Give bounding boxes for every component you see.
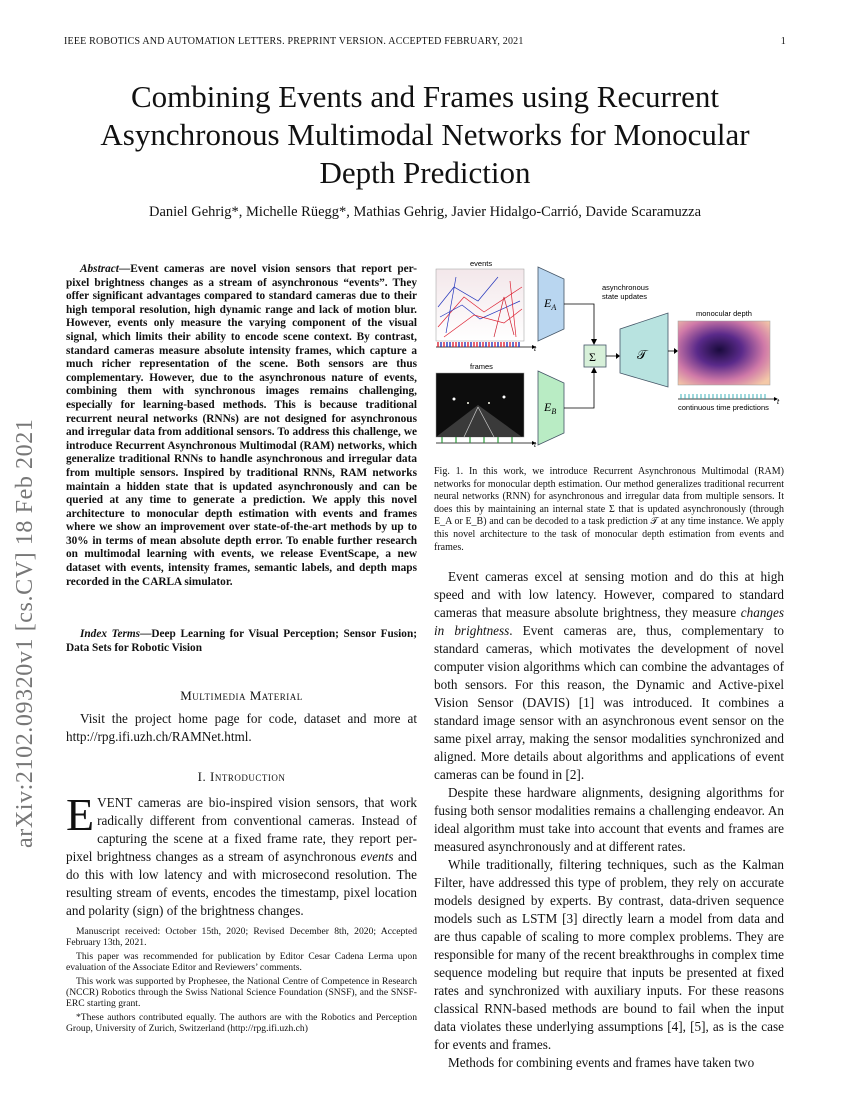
continuous-label: continuous time predictions: [678, 403, 769, 412]
footnote: This work was supported by Prophesee, the National Centre of Competence in Research (NCCR) Robotics through the Swiss National Science Foundation (SNSF), and the SNSF-ERC starting grant.: [66, 975, 417, 1010]
multimedia-text: Visit the project home page for code, dataset and more at http://rpg.ifi.uzh.ch/RAMNet.html.: [66, 711, 417, 744]
page-number: 1: [780, 36, 786, 47]
body-paragraph: Methods for combining events and frames have taken two: [448, 1055, 755, 1070]
depth-image: [678, 321, 770, 385]
depth-timeline: [678, 394, 780, 412]
body-paragraph: Event cameras excel at sensing motion and do this at high speed and with low latency. However, compared to standard cameras that measure absolute brightness, they measure changes in brightness. Event cameras are, thus, complementary to standard cameras, which motivates the development of novel computer vision algorithms which can combine the advantages of both sensors. For this reason, the Dynamic and Active-pixel Vision Sensor (DAVIS) [1] was introduced. It combines a standard image sensor with an asynchronous event sensor on the same pixel array, making the sensor modalities synchronized and aligned. More details about algorithms and applications of event cameras can be found in [2].: [434, 569, 784, 782]
right-column-text: [434, 568, 784, 1072]
intro-text-1: VENT cameras are bio-inspired vision sensors, that work radically different from conventional cameras. Instead of capturing the scene at a fixed frame rate, they report per-pixel brightness changes as a stream of asynchronous: [66, 795, 417, 864]
frame-timeline: [436, 437, 537, 449]
tau-label: 𝒯: [637, 347, 647, 362]
sigma-label: Σ: [589, 350, 596, 364]
paper-title: Combining Events and Frames using Recurrent Asynchronous Multimodal Networks for Monocular Depth Prediction: [100, 79, 750, 190]
async-label-2: state updates: [602, 292, 648, 301]
arxiv-watermark: arXiv:2102.09320v1 [cs.CV] 18 Feb 2021: [12, 418, 38, 848]
t-axis-depth: t: [777, 397, 780, 406]
encoder-a-label: $E_A$: [544, 296, 557, 312]
author-list: Daniel Gehrig*, Michelle Rüegg*, Mathias Gehrig, Javier Hidalgo-Carrió, Davide Scaramuzza: [148, 204, 702, 220]
index-terms: [66, 628, 417, 655]
abstract-label: Abstract: [80, 263, 119, 275]
running-header: [64, 36, 786, 47]
encoder-b-label: $E_B$: [544, 400, 557, 416]
index-terms-label: Index Terms: [80, 628, 141, 640]
arrow-a: [564, 304, 594, 341]
frames-label: frames: [470, 362, 493, 371]
running-head-text: IEEE ROBOTICS AND AUTOMATION LETTERS. PREPRINT VERSION. ACCEPTED FEBRUARY, 2021: [64, 36, 524, 47]
abstract-text: —Event cameras are novel vision sensors that report per-pixel brightness changes as a stream of asynchronous “events”. They offer significant advantages compared to standard cameras due to their high temporal resolution, high dynamic range and lack of motion blur. However, events only measure the varying component of the visual signal, which limits their ability to encode scene context. By contrast, standard cameras measure absolute intensity frames, which capture a much richer representation of the scene. Both sensors are thus complementary. However, due to the asynchronous nature of events, combining them with synchronous images remains challenging, especially for learning-based methods. This is because traditional recurrent neural networks (RNNs) are not designed for asynchronous and irregular data from additional sensors. To address this challenge, we introduce Recurrent Asynchronous Multimodal (RAM) networks, which generalize traditional RNNs to handle asynchronous and irregular data from multiple sensors. Inspired by traditional RNNs, RAM networks maintain a hidden state that is updated asynchronously and can be queried at any time to generate a prediction. We apply this novel architecture to monocular depth estimation with events and frames where we show an improvement over state-of-the-art methods by up to 30% in terms of mean absolute depth error. To enable further research on multimodal learning with events, we release EventScape, a new dataset with events, intensity frames, semantic labels, and depth maps recorded in the CARLA simulator.: [66, 263, 417, 588]
intro-paragraph: [66, 789, 417, 920]
intro-text-2: and do this with low latency and with microsecond resolution. The resulting stream of events, encodes the timestamp, pixel location and polarity (sign) of the brightness changes.: [66, 849, 417, 918]
dropcap: E: [66, 789, 95, 840]
index-terms-text: —Deep Learning for Visual Perception; Sensor Fusion; Data Sets for Robotic Vision: [66, 628, 417, 654]
intro-emphasis: events: [360, 849, 394, 864]
event-ticks: [438, 342, 519, 347]
footnote: Manuscript received: October 15th, 2020; Revised December 8th, 2020; Accepted February 13th, 2021.: [66, 926, 417, 949]
depth-label: monocular depth: [696, 309, 752, 318]
arrow-b: [564, 371, 594, 408]
t-axis-events: t: [534, 344, 537, 353]
multimedia-heading: Multimedia Material: [180, 688, 303, 703]
figure-1: [434, 257, 786, 457]
footnote: This paper was recommended for publication by Editor Cesar Cadena Lerma upon evaluation of the Associate Editor and Reviewers’ comments.: [66, 950, 417, 974]
body-paragraph: While traditionally, filtering techniques, such as the Kalman Filter, have addressed this type of problem, they rely on accurate models designed by experts. By contrast, data-driven sequence models such as LSTM [3] directly learn a model from data and are thus capable of scaling to more complex problems. They are responsible for many of the recent breakthroughs in complex time sequence modeling but require that inputs be presented at fixed rates and synchronized with auxiliary inputs. For these reasons classical RNN-based methods are bound to fail when the input data violates these underlying assumptions [4], [5], as is the case for events and frames.: [434, 857, 784, 1052]
figure-diagram: [434, 257, 786, 457]
intro-heading: I. Introduction: [197, 769, 286, 784]
footnote: *These authors contributed equally. The authors are with the Robotics and Perception Group, University of Zurich, Switzerland (http://rpg.ifi.uzh.ch): [66, 1011, 417, 1035]
events-label: events: [470, 259, 493, 268]
abstract: [66, 263, 417, 589]
body-paragraph: Despite these hardware alignments, designing algorithms for fusing both sensor modalities remains a challenging endeavor. An ideal algorithm must take into account that events and frames are measured asynchronously and at different rates.: [434, 785, 784, 854]
footnotes: [66, 926, 417, 1037]
async-label-1: asynchronous: [602, 283, 649, 292]
figure-caption: Fig. 1. In this work, we introduce Recurrent Asynchronous Multimodal (RAM) networks for monocular depth estimation. Our method generalizes traditional recurrent neural networks (RNN) for asynchronous and irregular data from multiple sensors. It does this by maintaining an internal state Σ that is updated asynchronously (through E_A or E_B) and can be decoded to a task prediction 𝒯 at any time instance. We apply this novel architecture to the task of monocular depth estimation from events and frames.: [434, 466, 784, 553]
t-axis-frames: t: [534, 440, 537, 449]
